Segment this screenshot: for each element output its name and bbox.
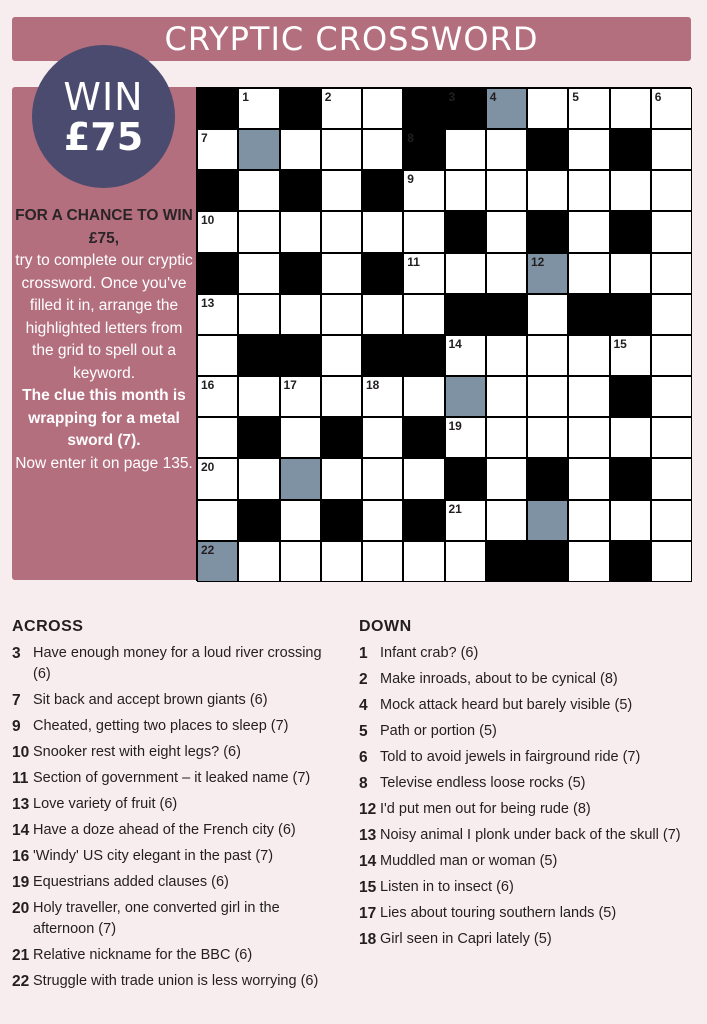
across-clue [12, 898, 342, 940]
clue-number: 9 [407, 172, 414, 187]
clue-text: Lies about touring southern lands (5) [380, 905, 617, 921]
grid-cell[interactable] [362, 541, 403, 582]
grid-cell[interactable] [445, 417, 486, 458]
grid-cell-black [610, 458, 651, 499]
across-clue [12, 820, 342, 841]
grid-cell[interactable] [321, 253, 362, 294]
across-clue [12, 768, 342, 789]
grid-cell[interactable] [486, 211, 527, 252]
grid-cell[interactable] [445, 253, 486, 294]
intro-outro: Now enter it on page 135. [15, 454, 193, 472]
grid-cell-black [362, 253, 403, 294]
grid-cell-black [527, 129, 568, 170]
clue-number: 22 [201, 542, 215, 557]
grid-cell[interactable] [280, 376, 321, 417]
grid-cell[interactable] [321, 376, 362, 417]
clue-text: Have enough money for a loud river crossing (6) [33, 645, 322, 682]
grid-cell[interactable] [321, 88, 362, 129]
clue-text: Girl seen in Capri lately (5) [380, 931, 552, 947]
grid-cell[interactable] [238, 253, 279, 294]
grid-cell[interactable] [280, 541, 321, 582]
grid-cell[interactable] [403, 211, 444, 252]
grid-cell-highlighted[interactable] [527, 500, 568, 541]
clue-number: 11 [407, 254, 420, 269]
grid-cell[interactable] [651, 211, 692, 252]
clue-number: 2 [359, 671, 368, 688]
grid-cell-black [197, 170, 238, 211]
grid-cell[interactable] [651, 129, 692, 170]
clue-number: 7 [201, 131, 208, 146]
down-clue [359, 877, 699, 898]
clue-text: Cheated, getting two places to sleep (7) [33, 718, 289, 734]
grid-cell[interactable] [651, 88, 692, 129]
clue-number: 14 [448, 336, 462, 351]
grid-cell[interactable] [197, 376, 238, 417]
clue-number: 16 [12, 848, 30, 865]
grid-cell[interactable] [610, 253, 651, 294]
grid-cell-highlighted[interactable] [280, 458, 321, 499]
clue-number: 13 [201, 295, 215, 310]
grid-cell[interactable] [610, 170, 651, 211]
grid-cell[interactable] [610, 500, 651, 541]
grid-cell[interactable] [362, 500, 403, 541]
down-clue [359, 929, 699, 950]
clue-number: 20 [201, 460, 215, 475]
grid-cell[interactable] [486, 335, 527, 376]
clue-text: Equestrians added clauses (6) [33, 874, 229, 890]
clue-text: Path or portion (5) [380, 723, 497, 739]
grid-cell[interactable] [321, 458, 362, 499]
clue-number: 18 [366, 378, 380, 393]
down-clue [359, 825, 699, 846]
grid-cell[interactable] [651, 376, 692, 417]
down-clue [359, 799, 699, 820]
clue-number: 5 [572, 90, 579, 104]
grid-cell-black [280, 335, 321, 376]
grid-cell[interactable] [403, 376, 444, 417]
grid-cell[interactable] [568, 335, 609, 376]
clue-text: Struggle with trade union is less worrying (6) [33, 973, 319, 989]
grid-cell[interactable] [568, 417, 609, 458]
clue-number: 1 [242, 90, 249, 104]
grid-cell[interactable] [280, 211, 321, 252]
grid-cell[interactable] [651, 500, 692, 541]
grid-cell[interactable] [362, 294, 403, 335]
clue-number: 3 [448, 90, 456, 104]
grid-cell[interactable] [568, 211, 609, 252]
grid-cell[interactable] [197, 129, 238, 170]
grid-cell-black [610, 541, 651, 582]
intro-text [14, 205, 194, 475]
grid-cell[interactable] [651, 541, 692, 582]
grid-cell[interactable] [527, 417, 568, 458]
grid-cell[interactable] [362, 211, 403, 252]
grid-cell[interactable] [403, 541, 444, 582]
page-title: CRYPTIC CROSSWORD [164, 20, 539, 58]
down-clues [359, 618, 699, 955]
intro-hint: The clue this month is wrapping for a metal sword (7). [22, 387, 186, 449]
down-heading: DOWN [359, 618, 412, 635]
grid-cell[interactable] [486, 170, 527, 211]
grid-cell[interactable] [403, 294, 444, 335]
grid-cell[interactable] [238, 294, 279, 335]
clue-number: 19 [12, 874, 30, 891]
clue-number: 18 [359, 931, 377, 948]
grid-cell-black [280, 88, 321, 129]
grid-cell-highlighted[interactable] [486, 88, 527, 129]
grid-cell-black [527, 541, 568, 582]
grid-cell[interactable] [568, 253, 609, 294]
clue-text: Snooker rest with eight legs? (6) [33, 744, 241, 760]
prize-badge [32, 45, 175, 188]
grid-cell[interactable] [445, 500, 486, 541]
grid-cell[interactable] [651, 417, 692, 458]
grid-cell-black [403, 335, 444, 376]
grid-cell[interactable] [568, 88, 609, 129]
grid-cell[interactable] [321, 211, 362, 252]
grid-cell[interactable] [568, 376, 609, 417]
clue-text: Televise endless loose rocks (5) [380, 775, 586, 791]
grid-cell-black [403, 129, 444, 170]
grid-cell[interactable] [280, 417, 321, 458]
grid-cell[interactable] [445, 541, 486, 582]
grid-cell[interactable] [280, 294, 321, 335]
grid-cell[interactable] [486, 417, 527, 458]
grid-cell[interactable] [321, 294, 362, 335]
grid-cell[interactable] [197, 211, 238, 252]
grid-cell[interactable] [651, 253, 692, 294]
grid-cell-black [197, 253, 238, 294]
clue-text: Listen in to insect (6) [380, 879, 514, 895]
prize-win-label: WIN [63, 74, 144, 119]
prize-amount: £75 [63, 114, 144, 159]
clue-number: 13 [12, 796, 30, 813]
grid-cell-black [527, 211, 568, 252]
clue-text: Noisy animal I plonk under back of the skull (7) [380, 827, 681, 843]
clue-number: 9 [12, 718, 21, 735]
down-clue [359, 721, 699, 742]
grid-cell-black [610, 294, 651, 335]
clue-number: 1 [359, 645, 368, 662]
clue-text: Love variety of fruit (6) [33, 796, 178, 812]
grid-cell-highlighted[interactable] [197, 541, 238, 582]
grid-cell-black [610, 129, 651, 170]
grid-cell[interactable] [568, 500, 609, 541]
across-clue [12, 872, 342, 893]
intro-lead: FOR A CHANCE TO WIN £75, [15, 207, 193, 247]
across-clues [12, 618, 342, 997]
grid-cell[interactable] [362, 376, 403, 417]
grid-cell[interactable] [321, 335, 362, 376]
grid-cell-black [486, 294, 527, 335]
grid-cell[interactable] [486, 500, 527, 541]
clue-number: 7 [12, 692, 21, 709]
grid-cell-black [321, 500, 362, 541]
down-clue [359, 851, 699, 872]
grid-cell[interactable] [280, 500, 321, 541]
grid-cell-black [610, 211, 651, 252]
clue-number: 3 [12, 645, 21, 662]
grid-cell-black [238, 335, 279, 376]
grid-cell[interactable] [610, 417, 651, 458]
intro-body: try to complete our cryptic crossword. Once you've filled it in, arrange the highlighted letters from the grid to spell out a keyword. [15, 252, 193, 382]
grid-cell[interactable] [403, 170, 444, 211]
grid-cell-black [403, 88, 444, 129]
grid-cell-black [238, 417, 279, 458]
clue-text: Section of government – it leaked name (7) [33, 770, 311, 786]
grid-cell[interactable] [568, 129, 609, 170]
down-clue [359, 669, 699, 690]
clue-text: Muddled man or woman (5) [380, 853, 558, 869]
clue-text: Told to avoid jewels in fairground ride (7) [380, 749, 641, 765]
grid-cell[interactable] [651, 335, 692, 376]
clue-number: 21 [448, 501, 462, 516]
grid-cell-black [445, 458, 486, 499]
clue-text: Holy traveller, one converted girl in the afternoon (7) [33, 900, 280, 937]
grid-cell[interactable] [238, 170, 279, 211]
grid-cell[interactable] [321, 170, 362, 211]
clue-text: 'Windy' US city elegant in the past (7) [33, 848, 274, 864]
down-clue [359, 773, 699, 794]
clue-number: 12 [359, 801, 377, 818]
grid-cell[interactable] [362, 88, 403, 129]
grid-cell[interactable] [486, 129, 527, 170]
across-clue [12, 945, 342, 966]
grid-cell-highlighted[interactable] [527, 253, 568, 294]
grid-cell[interactable] [651, 170, 692, 211]
clue-number: 6 [359, 749, 368, 766]
grid-cell[interactable] [610, 335, 651, 376]
clue-number: 10 [12, 744, 30, 761]
grid-cell[interactable] [486, 458, 527, 499]
grid-cell[interactable] [362, 458, 403, 499]
grid-cell[interactable] [527, 88, 568, 129]
grid-cell[interactable] [527, 294, 568, 335]
clue-number: 6 [654, 90, 662, 104]
grid-cell[interactable] [568, 458, 609, 499]
clue-number: 10 [201, 213, 215, 228]
across-clue [12, 794, 342, 815]
grid-cell[interactable] [651, 458, 692, 499]
clue-number: 20 [12, 900, 30, 917]
grid-cell[interactable] [527, 170, 568, 211]
across-clue [12, 971, 342, 992]
grid-cell[interactable] [197, 335, 238, 376]
grid-cell-black [238, 500, 279, 541]
grid-cell-black [280, 253, 321, 294]
grid-cell[interactable] [238, 458, 279, 499]
clue-text: Infant crab? (6) [380, 645, 479, 661]
grid-cell[interactable] [527, 335, 568, 376]
grid-cell-black [445, 211, 486, 252]
grid-cell[interactable] [403, 253, 444, 294]
clue-text: Have a doze ahead of the French city (6) [33, 822, 296, 838]
grid-cell-black [445, 294, 486, 335]
grid-cell[interactable] [362, 417, 403, 458]
clue-number: 14 [12, 822, 30, 839]
clue-number: 8 [407, 131, 414, 146]
clue-number: 13 [359, 827, 377, 844]
across-clue [12, 742, 342, 763]
clue-number: 2 [324, 90, 332, 104]
grid-cell[interactable] [486, 376, 527, 417]
clue-number: 14 [359, 853, 377, 870]
grid-cell[interactable] [610, 88, 651, 129]
grid-cell[interactable] [321, 129, 362, 170]
grid-cell-black [280, 170, 321, 211]
grid-cell[interactable] [362, 129, 403, 170]
grid-cell-black [321, 417, 362, 458]
grid-cell[interactable] [321, 541, 362, 582]
grid-cell[interactable] [527, 376, 568, 417]
grid-cell-black [403, 417, 444, 458]
clue-number: 5 [359, 723, 368, 740]
grid-cell-black [610, 376, 651, 417]
clue-number: 17 [359, 905, 377, 922]
clue-number: 19 [448, 419, 462, 434]
grid-cell[interactable] [197, 500, 238, 541]
grid-cell-black [362, 335, 403, 376]
clue-number: 4 [359, 697, 368, 714]
grid-cell[interactable] [568, 170, 609, 211]
clue-number: 11 [12, 770, 29, 787]
grid-cell[interactable] [238, 211, 279, 252]
grid-cell[interactable] [280, 129, 321, 170]
clue-number: 12 [531, 254, 545, 269]
clue-text: I'd put men out for being rude (8) [380, 801, 591, 817]
clue-number: 8 [359, 775, 368, 792]
clue-text: Mock attack heard but barely visible (5) [380, 697, 633, 713]
across-clue [12, 716, 342, 737]
grid-cell-highlighted[interactable] [238, 129, 279, 170]
grid-cell-black [403, 500, 444, 541]
grid-cell[interactable] [445, 129, 486, 170]
grid-cell[interactable] [403, 458, 444, 499]
grid-cell[interactable] [445, 170, 486, 211]
grid-cell[interactable] [197, 294, 238, 335]
clue-text: Sit back and accept brown giants (6) [33, 692, 268, 708]
clue-number: 4 [489, 90, 497, 104]
grid-cell-black [568, 294, 609, 335]
grid-cell-black [197, 88, 238, 129]
clue-number: 16 [201, 378, 215, 393]
grid-cell-black [445, 88, 486, 129]
down-clue [359, 903, 699, 924]
clue-text: Relative nickname for the BBC (6) [33, 947, 253, 963]
clue-number: 21 [12, 947, 30, 964]
clue-number: 22 [12, 973, 30, 990]
grid-cell-black [486, 541, 527, 582]
across-clue [12, 643, 342, 685]
clue-number: 15 [613, 336, 627, 351]
grid-cell[interactable] [445, 335, 486, 376]
grid-cell[interactable] [238, 88, 279, 129]
down-clue [359, 643, 699, 664]
down-clue [359, 695, 699, 716]
grid-cell-black [527, 458, 568, 499]
across-clue [12, 690, 342, 711]
grid-cell[interactable] [197, 417, 238, 458]
clue-number: 17 [283, 378, 297, 393]
grid-cell[interactable] [651, 294, 692, 335]
clue-number: 15 [359, 879, 377, 896]
grid-cell[interactable] [238, 376, 279, 417]
grid-cell[interactable] [486, 253, 527, 294]
grid-cell[interactable] [197, 458, 238, 499]
across-clue [12, 846, 342, 867]
down-clue [359, 747, 699, 768]
across-heading: ACROSS [12, 618, 84, 635]
grid-cell-black [362, 170, 403, 211]
grid-cell-highlighted[interactable] [445, 376, 486, 417]
clue-text: Make inroads, about to be cynical (8) [380, 671, 618, 687]
crossword-grid[interactable] [196, 87, 691, 581]
grid-cell[interactable] [568, 541, 609, 582]
grid-cell[interactable] [238, 541, 279, 582]
